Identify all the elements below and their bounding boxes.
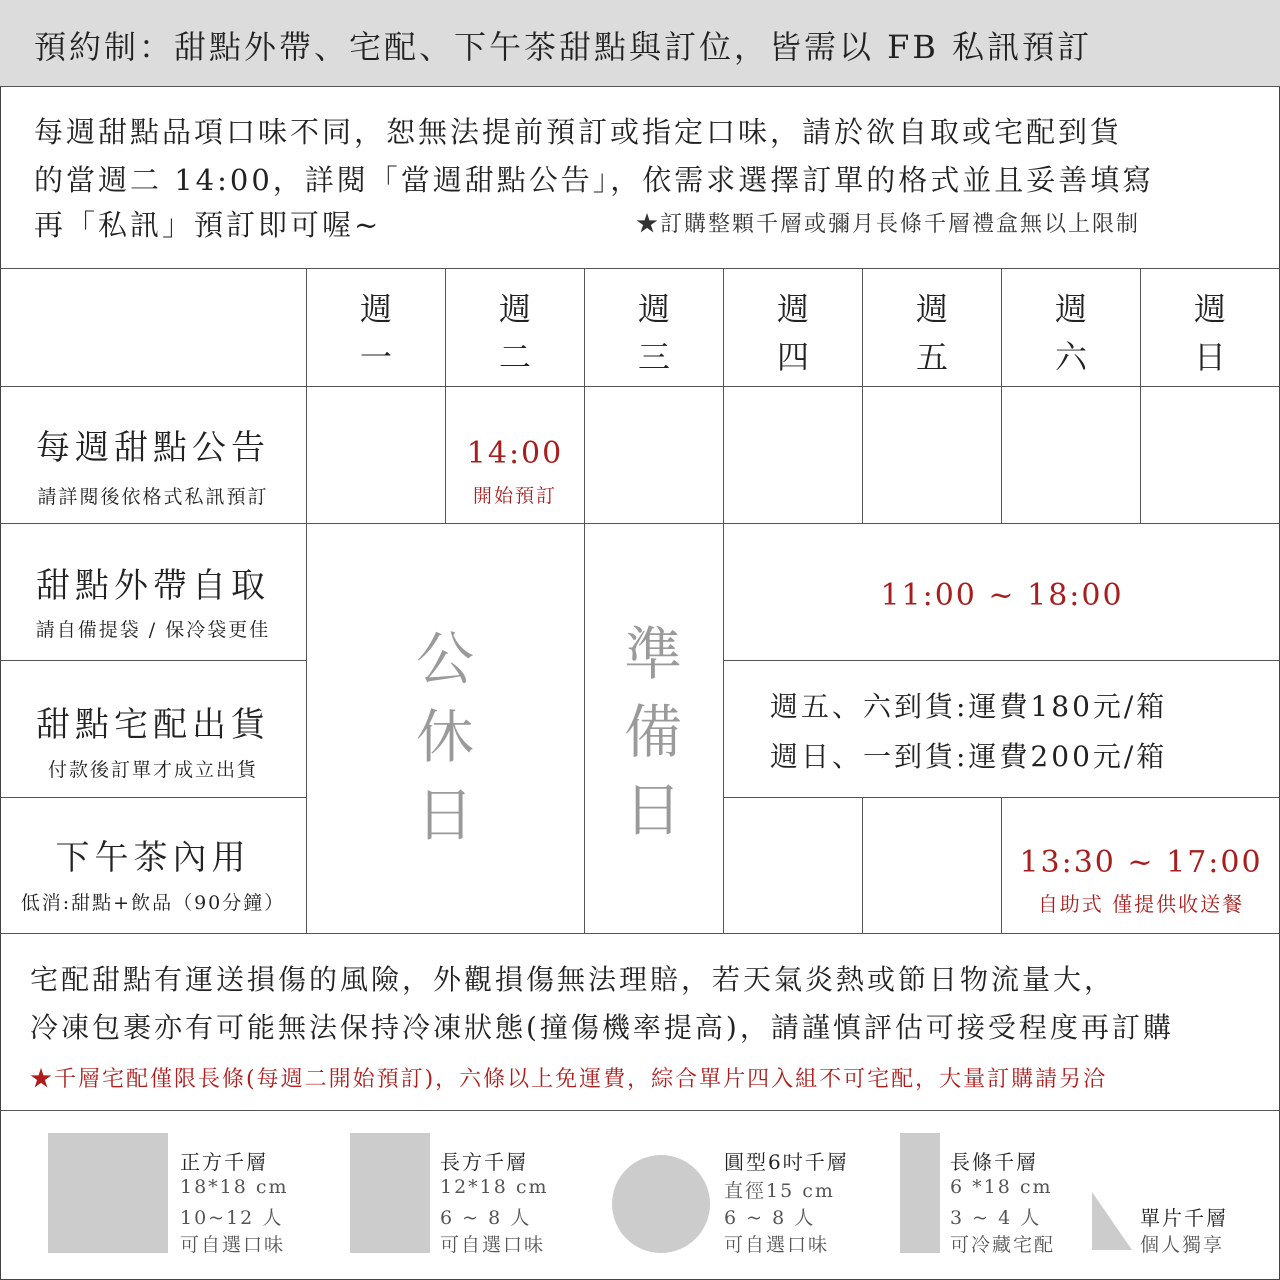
- product-name: 正方千層: [180, 1150, 268, 1174]
- product-name: 圓型6吋千層: [724, 1150, 849, 1174]
- tea-hours-label: 自助式 僅提供收送餐: [1037, 892, 1245, 916]
- product-flavor: 可自選口味: [440, 1234, 546, 1256]
- product-size: 18*18 cm: [180, 1176, 289, 1198]
- row-title-delivery: 甜點宅配出貨: [36, 705, 270, 745]
- product-name: 長方千層: [440, 1150, 528, 1174]
- day-header-fri: 週 五: [915, 290, 948, 376]
- product-flavor: 可自選口味: [724, 1234, 830, 1256]
- day-header-sun: 週 日: [1193, 290, 1226, 376]
- takeout-hours: 11:00 ~ 18:00: [880, 578, 1124, 613]
- header-bar: [0, 0, 1280, 86]
- intro-line-3: 再「私訊」預訂即可喔~: [34, 208, 382, 242]
- intro-line-1: 每週甜點品項口味不同，恕無法提前預訂或指定口味，請於欲自取或宅配到貨: [34, 115, 1123, 149]
- closed-day-label: 公 休 日: [415, 625, 474, 849]
- tea-hours: 13:30 ~ 17:00: [1019, 845, 1263, 880]
- divider: [723, 660, 1280, 661]
- footer-line-1: 宅配甜點有運送損傷的風險，外觀損傷無法理賠，若天氣炎熱或節日物流量大，: [30, 963, 1116, 996]
- footer-line-2: 冷凍包裹亦有可能無法保持冷凍狀態(撞傷機率提高)，請謹慎評估可接受程度再訂購: [30, 1011, 1174, 1044]
- divider: [0, 86, 1280, 87]
- product-size: 直徑15 cm: [724, 1180, 835, 1202]
- product-name: 長條千層: [950, 1150, 1038, 1174]
- divider: [0, 933, 1280, 934]
- product-size: 12*18 cm: [440, 1176, 549, 1198]
- product-people: 3 ~ 4 人: [950, 1207, 1042, 1229]
- divider: [0, 386, 1280, 387]
- product-people: 6 ~ 8 人: [440, 1207, 532, 1229]
- square-cake-shape: [48, 1133, 168, 1253]
- product-flavor: 可自選口味: [180, 1234, 286, 1256]
- rectangle-cake-shape: [350, 1133, 430, 1253]
- delivery-fee-1: 週五、六到貨:運費180元/箱: [770, 690, 1168, 723]
- day-header-sat: 週 六: [1054, 290, 1087, 376]
- product-people: 個人獨享: [1140, 1234, 1225, 1256]
- row-sub-delivery: 付款後訂單才成立出貨: [47, 759, 258, 781]
- row-sub-tea: 低消:甜點+飲品（90分鐘）: [20, 892, 286, 914]
- product-flavor: 可冷藏宅配: [950, 1234, 1056, 1256]
- product-size: 6 *18 cm: [950, 1176, 1053, 1198]
- long-cake-shape: [900, 1133, 940, 1253]
- divider: [0, 797, 307, 798]
- slice-cake-shape: [1090, 1190, 1134, 1252]
- row-sub-takeout: 請自備提袋 / 保冷袋更佳: [35, 619, 271, 641]
- intro-note: ★訂購整顆千層或彌月長條千層禮盒無以上限制: [636, 212, 1141, 237]
- divider: [0, 268, 1280, 269]
- row-sub-announce: 請詳閱後依格式私訊預訂: [37, 486, 269, 508]
- header-title: 預約制：甜點外帶、宅配、下午茶甜點與訂位，皆需以 FB 私訊預訂: [34, 28, 1093, 66]
- day-header-tue: 週 二: [498, 290, 531, 376]
- product-name: 單片千層: [1140, 1206, 1228, 1230]
- divider: [0, 523, 1280, 524]
- day-header-mon: 週 一: [359, 290, 392, 376]
- divider: [0, 660, 307, 661]
- product-people: 10~12 人: [180, 1207, 284, 1229]
- announce-time-label: 開始預訂: [472, 485, 557, 507]
- footer-note: ★千層宅配僅限長條(每週二開始預訂)，六條以上免運費，綜合單片四入組不可宅配，大量訂購請另洽: [30, 1067, 1108, 1092]
- announce-time: 14:00: [466, 436, 564, 471]
- row-title-announce: 每週甜點公告: [36, 428, 270, 468]
- day-header-wed: 週 三: [637, 290, 670, 376]
- delivery-fee-2: 週日、一到貨:運費200元/箱: [770, 740, 1168, 773]
- prep-day-label: 準 備 日: [623, 620, 682, 844]
- round-cake-shape: [612, 1155, 710, 1253]
- intro-line-2: 的當週二 14:00，詳閱「當週甜點公告」，依需求選擇訂單的格式並且妥善填寫: [34, 163, 1155, 197]
- product-people: 6 ~ 8 人: [724, 1207, 816, 1229]
- divider: [0, 1110, 1280, 1111]
- day-header-thu: 週 四: [776, 290, 809, 376]
- row-title-tea: 下午茶內用: [55, 838, 251, 878]
- row-title-takeout: 甜點外帶自取: [36, 566, 270, 606]
- divider: [862, 797, 863, 933]
